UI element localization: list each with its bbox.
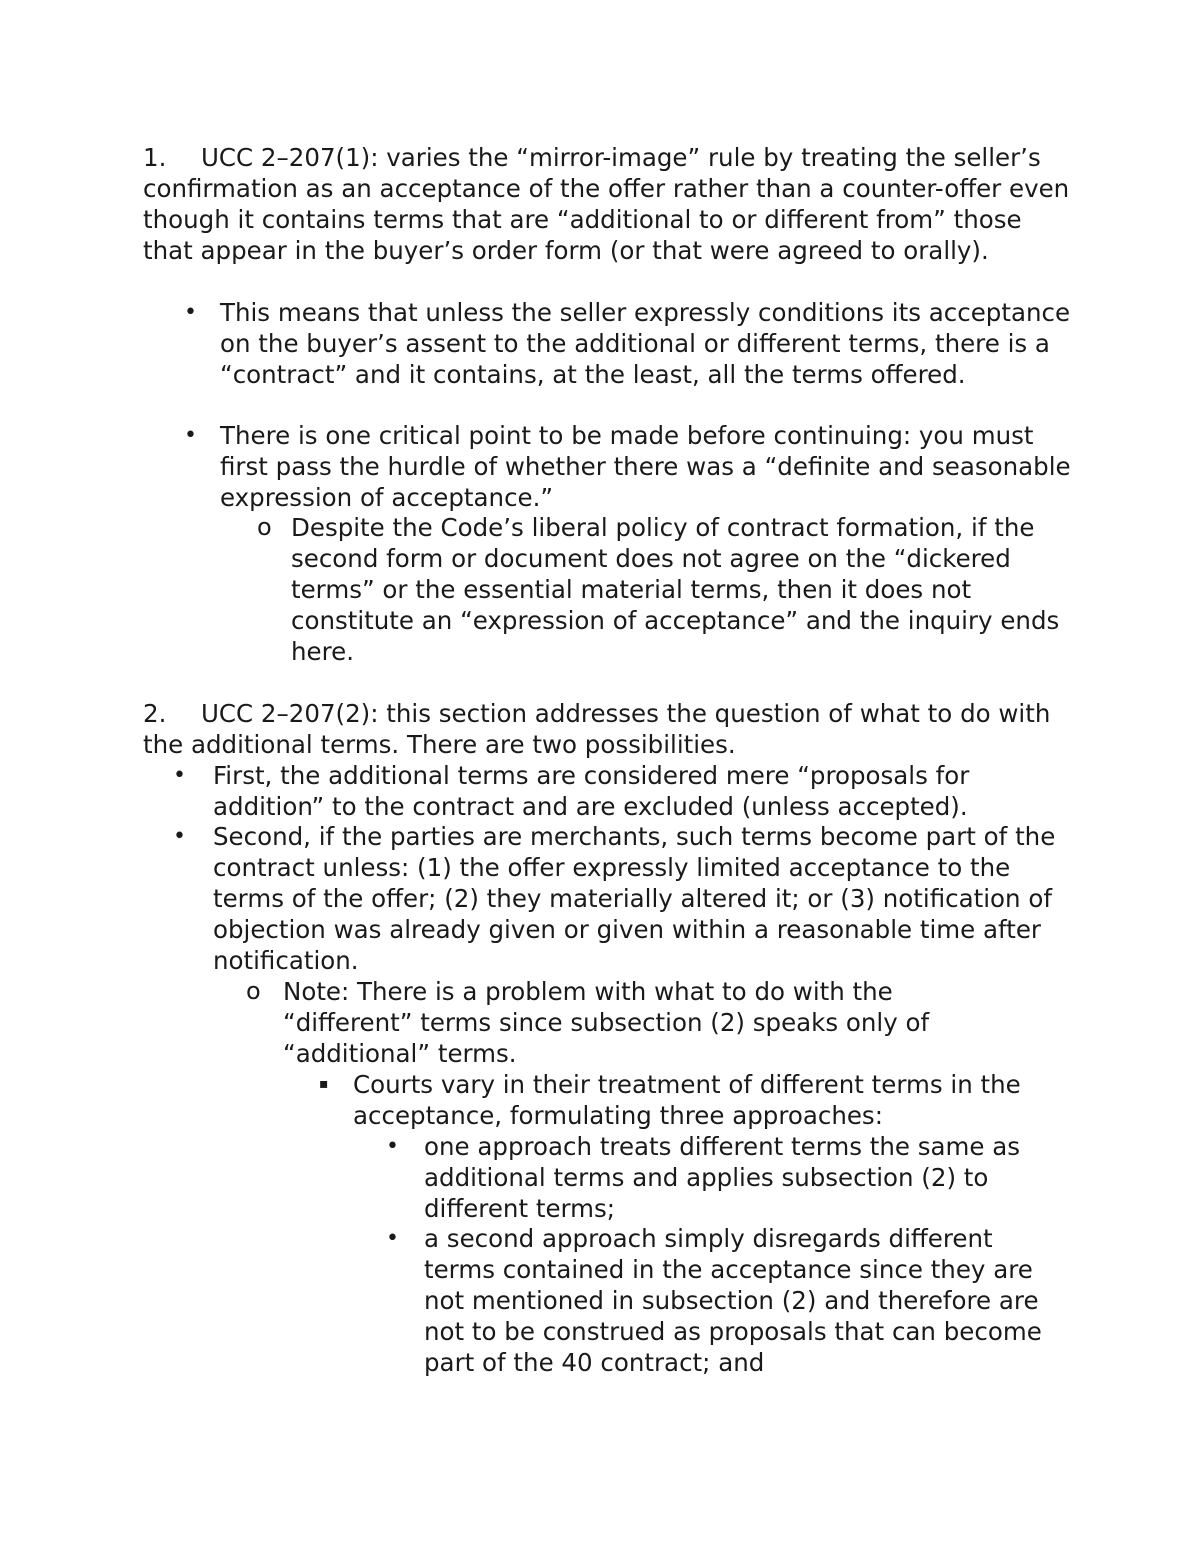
bullet-icon: • — [184, 423, 197, 448]
list-item — [184, 297, 1080, 390]
list-item — [173, 821, 1073, 976]
list-item — [386, 1131, 1054, 1224]
list-item — [246, 976, 983, 1069]
section-1-paragraph — [143, 142, 1073, 266]
bullet-text: First, the additional terms are considered mere “proposals for addition” to the contract and are excluded (unless accepted). — [213, 761, 970, 821]
list-item — [173, 760, 1073, 822]
approach-text: one approach treats different terms the same as additional terms and applies subsection (2) to different terms; — [424, 1132, 1021, 1223]
bullet-icon: • — [184, 300, 197, 325]
bullet-icon: • — [386, 1226, 399, 1251]
section-1-number: 1. — [143, 143, 167, 172]
square-bullet-icon: ▪ — [319, 1076, 329, 1092]
bullet-text: This means that unless the seller expressly conditions its acceptance on the buyer’s assent to the additional or different terms, there is a “contract” and it contains, at the least, all the terms offered. — [220, 298, 1071, 389]
list-item — [184, 420, 1080, 513]
circle-bullet-icon: o — [257, 513, 272, 541]
section-1-text: UCC 2–207(1): varies the “mirror-image” rule by treating the seller’s confirmation as an acceptance of the offer rather than a counter-offer even though it contains terms that are “additional to or different from” those that appear in the buyer’s order form (or that were agreed to orally). — [143, 143, 1070, 265]
circle-bullet-icon: o — [246, 977, 261, 1005]
bullet-text: There is one critical point to be made before continuing: you must first pass the hurdle of whether there was a “definite and seasonable expression of acceptance.” — [220, 421, 1071, 512]
section-2-paragraph — [143, 698, 1073, 760]
bullet-icon: • — [173, 763, 186, 788]
list-item — [257, 512, 1081, 667]
sub-bullet-text: Note: There is a problem with what to do with the “different” terms since subsection (2) speaks only of “additional” terms. — [283, 977, 930, 1068]
square-bullet-text: Courts vary in their treatment of different terms in the acceptance, formulating three approaches: — [353, 1070, 1021, 1130]
bullet-text: Second, if the parties are merchants, such terms become part of the contract unless: (1) the offer expressly limited acceptance to the terms of the offer; (2) they materially altered it; or (3) notification of objection was already given or given within a reasonable time after notification. — [213, 822, 1056, 975]
section-2-text: UCC 2–207(2): this section addresses the question of what to do with the additional terms. There are two possibilities. — [143, 699, 1051, 759]
list-item — [319, 1069, 1043, 1131]
sub-bullet-text: Despite the Code’s liberal policy of contract formation, if the second form or document does not agree on the “dickered terms” or the essential material terms, then it does not constitute an “expression of acceptance” and the inquiry ends here. — [291, 513, 1060, 666]
bullet-icon: • — [386, 1134, 399, 1159]
bullet-icon: • — [173, 824, 186, 849]
approach-text: a second approach simply disregards different terms contained in the acceptance since they are not mentioned in subsection (2) and therefore are not to be construed as proposals that can become part of the 40 contract; and — [424, 1224, 1042, 1377]
section-2-number: 2. — [143, 699, 167, 728]
list-item — [386, 1223, 1064, 1378]
